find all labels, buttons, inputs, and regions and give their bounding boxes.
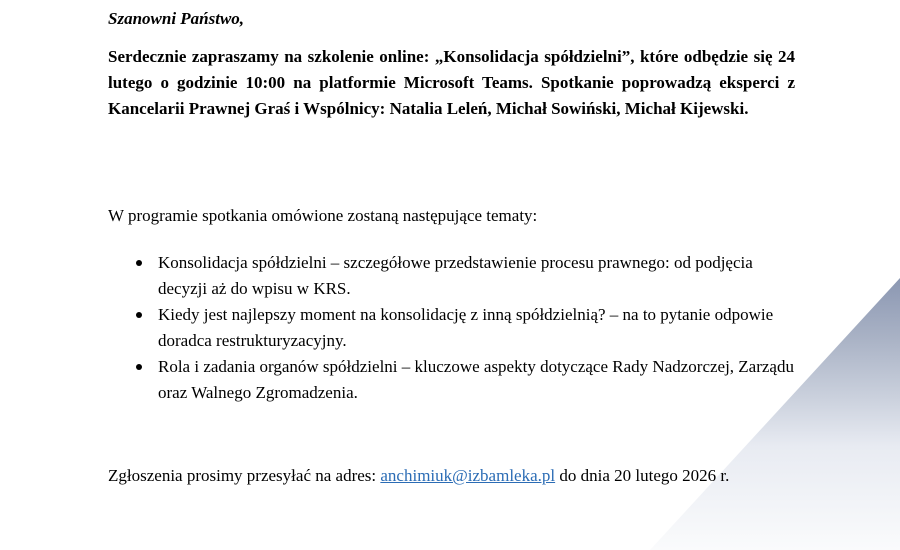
bullet-icon [136, 364, 142, 370]
agenda-intro: W programie spotkania omówione zostaną następujące tematy: [108, 206, 538, 225]
agenda-item [108, 302, 795, 354]
agenda-item-text: Konsolidacja spółdzielni – szczegółowe przedstawienie procesu prawnego: od podjęcia decyzji aż do wpisu w KRS. [158, 253, 753, 298]
intro-paragraph: Serdecznie zapraszamy na szkolenie online: „Konsolidacja spółdzielni”, które odbędzie się 24 lutego o godzinie 10:00 na platformie Microsoft Teams. Spotkanie poprowadzą eksperci z Kancelarii Prawnej Graś i Wspólnicy: Natalia Leleń, Michał Sowiński, Michał Kijewski. [108, 47, 795, 118]
bullet-icon [136, 260, 142, 266]
salutation: Szanowni Państwo, [108, 9, 245, 28]
email-link[interactable]: anchimiuk@izbamleka.pl [380, 466, 556, 485]
bullet-icon [136, 312, 142, 318]
closing-before-link: Zgłoszenia prosimy przesyłać na adres: [108, 466, 381, 485]
closing-after-link: do dnia 20 lutego 2026 r. [555, 466, 730, 485]
agenda-item [108, 354, 795, 406]
agenda-item [108, 250, 795, 302]
closing-line [108, 463, 848, 489]
agenda-list [108, 250, 795, 406]
agenda-item-text: Kiedy jest najlepszy moment na konsolidację z inną spółdzielnią? – na to pytanie odpowie doradca restrukturyzacyjny. [158, 305, 774, 350]
agenda-item-text: Rola i zadania organów spółdzielni – kluczowe aspekty dotyczące Rady Nadzorczej, Zarządu oraz Walnego Zgromadzenia. [158, 357, 794, 402]
